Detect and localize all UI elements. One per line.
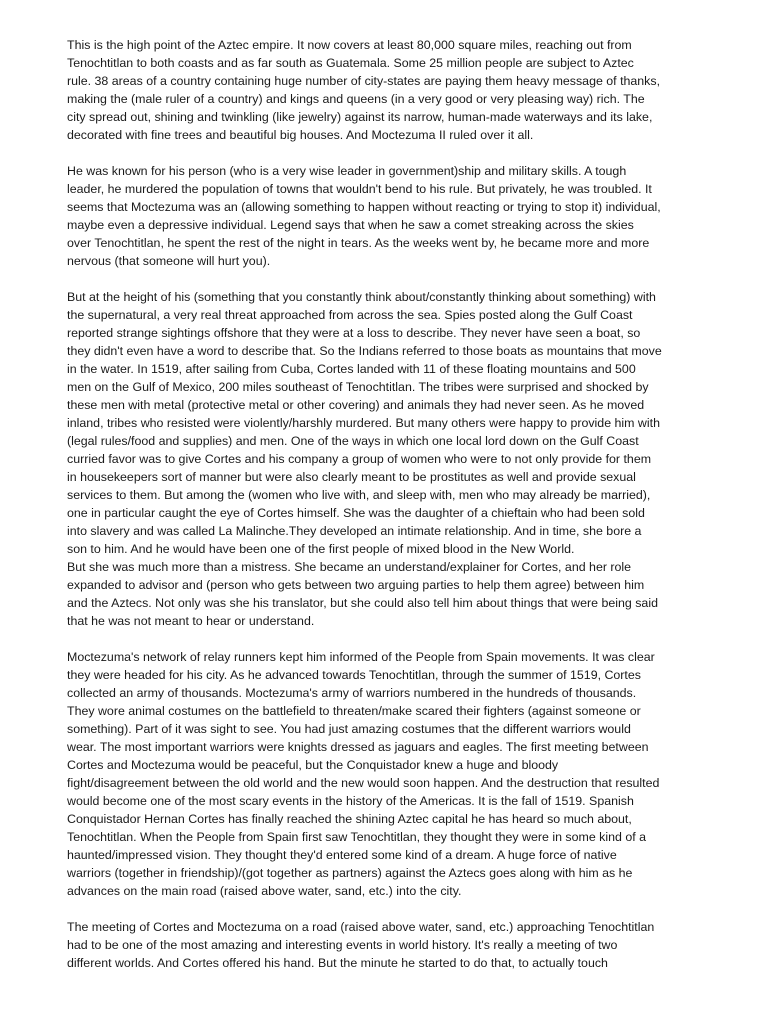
- text-line: Moctezuma's network of relay runners kept him informed of the People from Spain movements. It was clear: [67, 650, 655, 664]
- text-line: one in particular caught the eye of Cortes himself. She was the daughter of a chieftain who had been sold: [67, 506, 645, 520]
- text-line: maybe even a depressive individual. Legend says that when he saw a comet streaking across the skies: [67, 218, 634, 232]
- text-line: But she was much more than a mistress. She became an understand/explainer for Cortes, and her role: [67, 560, 632, 574]
- text-line: inland, tribes who resisted were violently/harshly murdered. But many others were happy to provide him with: [67, 416, 660, 430]
- text-line: Cortes and Moctezuma would be peaceful, but the Conquistador knew a huge and bloody: [67, 758, 559, 772]
- text-line: reported strange sightings offshore that they were at a loss to describe. They never have seen a boat, so: [67, 326, 641, 340]
- text-line: services to them. But among the (women who live with, and sleep with, men who may already be married),: [67, 488, 651, 502]
- paragraph: [67, 162, 717, 270]
- text-line: curried favor was to give Cortes and his company a group of women who were to not only provide for them: [67, 452, 652, 466]
- text-line: over Tenochtitlan, he spent the rest of the night in tears. As the weeks went by, he became more and more: [67, 236, 650, 250]
- text-line: leader, he murdered the population of towns that wouldn't bend to his rule. But privately, he was troubled. It: [67, 182, 652, 196]
- text-line: (legal rules/food and supplies) and men. One of the ways in which one local lord down on the Gulf Coast: [67, 434, 639, 448]
- text-line: something). Part of it was sight to see. You had just amazing costumes that the different warriors would: [67, 722, 631, 736]
- text-line: and the Aztecs. Not only was she his translator, but she could also tell him about things that were being said: [67, 596, 658, 610]
- text-line: they didn't even have a word to describe that. So the Indians referred to those boats as mountains that move: [67, 344, 662, 358]
- text-line: into slavery and was called La Malinche.They developed an intimate relationship. And in time, she bore a: [67, 524, 642, 538]
- text-line: But at the height of his (something that you constantly think about/constantly thinking about something) with: [67, 290, 656, 304]
- paragraph: [67, 288, 717, 630]
- text-line: They wore animal costumes on the battlefield to threaten/make scared their fighters (against someone or: [67, 704, 641, 718]
- text-line: would become one of the most scary events in the history of the Americas. It is the fall of 1519. Spanish: [67, 794, 634, 808]
- text-line: men on the Gulf of Mexico, 200 miles southeast of Tenochtitlan. The tribes were surprised and shocked by: [67, 380, 649, 394]
- paragraph: [67, 918, 717, 972]
- text-line: seems that Moctezuma was an (allowing something to happen without reacting or trying to stop it) individual,: [67, 200, 661, 214]
- text-line: wear. The most important warriors were knights dressed as jaguars and eagles. The first meeting between: [67, 740, 649, 754]
- document-page: [67, 36, 717, 990]
- text-line: in housekeepers sort of manner but were also clearly meant to be prostitutes as well and provide sexual: [67, 470, 636, 484]
- text-line: expanded to advisor and (person who gets between two arguing parties to help them agree) between him: [67, 578, 645, 592]
- text-line: Tenochtitlan. When the People from Spain first saw Tenochtitlan, they thought they were in some kind of a: [67, 830, 647, 844]
- text-line: rule. 38 areas of a country containing huge number of city-states are paying them heavy message of thanks,: [67, 74, 661, 88]
- text-line: nervous (that someone will hurt you).: [67, 254, 271, 268]
- paragraph: [67, 36, 717, 144]
- text-line: Tenochtitlan to both coasts and as far south as Guatemala. Some 25 million people are subject to Aztec: [67, 56, 634, 70]
- text-line: they were headed for his city. As he advanced towards Tenochtitlan, through the summer of 1519, Cortes: [67, 668, 641, 682]
- text-line: son to him. And he would have been one of the first people of mixed blood in the New World.: [67, 542, 575, 556]
- text-line: collected an army of thousands. Moctezuma's army of warriors numbered in the hundreds of thousands.: [67, 686, 637, 700]
- text-line: these men with metal (protective metal or other covering) and animals they had never seen. As he moved: [67, 398, 645, 412]
- text-line: This is the high point of the Aztec empire. It now covers at least 80,000 square miles, reaching out from: [67, 38, 632, 52]
- text-line: haunted/impressed vision. They thought they'd entered some kind of a dream. A huge force of native: [67, 848, 617, 862]
- text-line: different worlds. And Cortes offered his hand. But the minute he started to do that, to actually touch: [67, 956, 608, 970]
- text-line: decorated with fine trees and beautiful big houses. And Moctezuma II ruled over it all.: [67, 128, 534, 142]
- text-line: the supernatural, a very real threat approached from across the sea. Spies posted along the Gulf Coast: [67, 308, 633, 322]
- text-line: city spread out, shining and twinkling (like jewelry) against its narrow, human-made waterways and its lake,: [67, 110, 653, 124]
- text-line: He was known for his person (who is a very wise leader in government)ship and military skills. A tough: [67, 164, 627, 178]
- text-line: warriors (together in friendship)/(got together as partners) against the Aztecs goes along with him as he: [67, 866, 633, 880]
- text-line: had to be one of the most amazing and interesting events in world history. It's really a meeting of two: [67, 938, 618, 952]
- paragraph: [67, 648, 717, 900]
- text-line: advances on the main road (raised above water, sand, etc.) into the city.: [67, 884, 462, 898]
- text-line: making the (male ruler of a country) and kings and queens (in a very good or very pleasing way) rich. The: [67, 92, 645, 106]
- text-line: fight/disagreement between the old world and the new would soon happen. And the destruction that resulted: [67, 776, 660, 790]
- text-line: The meeting of Cortes and Moctezuma on a road (raised above water, sand, etc.) approaching Tenochtitlan: [67, 920, 655, 934]
- text-line: Conquistador Hernan Cortes has finally reached the shining Aztec capital he has heard so much about,: [67, 812, 632, 826]
- text-line: that he was not meant to hear or understand.: [67, 614, 315, 628]
- text-line: in the water. In 1519, after sailing from Cuba, Cortes landed with 11 of these floating mountains and 500: [67, 362, 636, 376]
